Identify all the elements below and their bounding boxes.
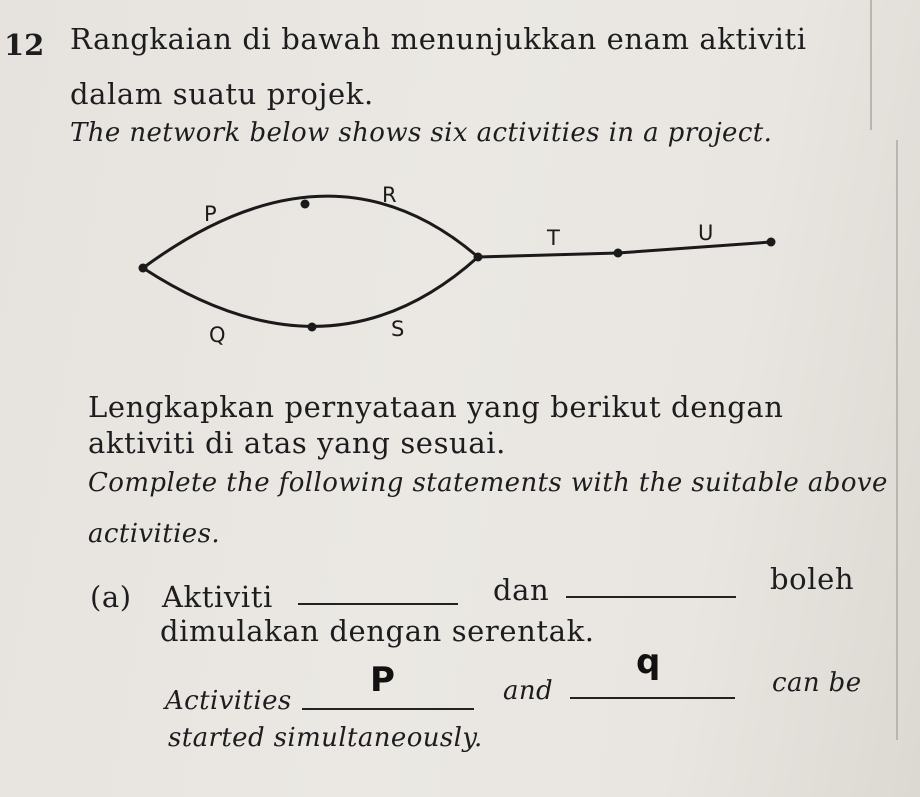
part-a-malay-line2: dimulakan dengan serentak.: [160, 614, 595, 648]
intro-malay-line2: dalam suatu projek.: [70, 77, 374, 111]
part-a-malay-word3: boleh: [770, 562, 855, 596]
part-a-english-word3: can be: [772, 668, 862, 698]
node-merge: [474, 253, 483, 262]
arc-p-r: [143, 196, 478, 268]
instruction-malay-line1: Lengkapkan pernyataan yang berikut dengan: [88, 390, 784, 424]
instruction-english-line1: Complete the following statements with the suitable above: [88, 468, 888, 498]
label-t: T: [547, 226, 560, 250]
malay-blank-2: [566, 596, 736, 598]
answer-2-handwritten: q: [636, 642, 661, 682]
line-t: [478, 253, 618, 257]
question-number: 12: [4, 28, 45, 62]
node-start: [139, 264, 148, 273]
part-a-english-word1: Activities: [165, 686, 292, 716]
node-t-u: [614, 249, 623, 258]
node-end: [767, 238, 776, 247]
answer-1-handwritten: P: [370, 660, 395, 700]
label-u: U: [698, 221, 714, 245]
instruction-english-line2: activities.: [88, 519, 220, 549]
intro-malay-line1: Rangkaian di bawah menunjukkan enam aktiviti: [70, 22, 807, 56]
node-q-s: [308, 323, 317, 332]
label-p: P: [204, 202, 217, 226]
english-blank-1: [302, 708, 474, 710]
part-a-malay-word1: Aktiviti: [162, 580, 273, 614]
part-a-label: (a): [90, 580, 132, 614]
instruction-malay-line2: aktiviti di atas yang sesuai.: [88, 426, 506, 460]
english-blank-2: [570, 697, 735, 699]
label-r: R: [382, 183, 397, 207]
part-a-english-word2: and: [503, 676, 554, 706]
part-a-english-line2: started simultaneously.: [168, 723, 483, 753]
node-p-r: [301, 200, 310, 209]
label-q: Q: [209, 323, 226, 347]
part-a-malay-word2: dan: [493, 573, 550, 607]
label-s: S: [391, 317, 405, 341]
arc-q-s: [143, 257, 478, 326]
intro-english: The network below shows six activities in a project.: [70, 118, 773, 148]
malay-blank-1: [298, 603, 458, 605]
line-u: [618, 242, 771, 253]
